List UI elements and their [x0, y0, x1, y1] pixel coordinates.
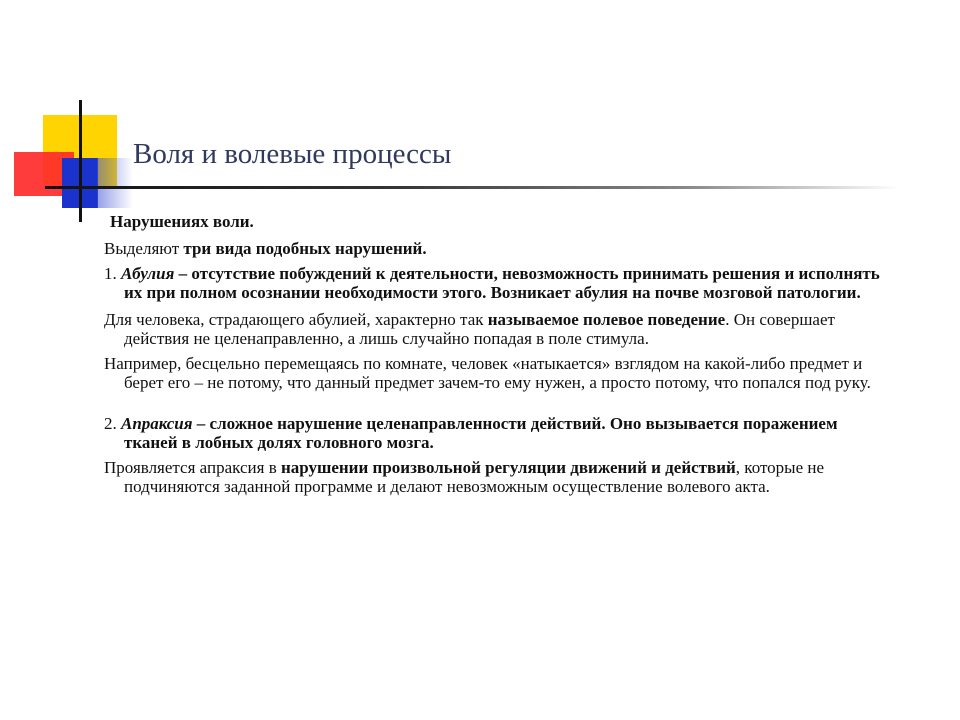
intro-bold: три вида подобных нарушений.	[183, 239, 427, 258]
abulia-definition: – отсутствие побуждений к деятельности, невозможность принимать решения и исполнять их при полном осознании необходимости этого. Возникает абулия на почве мозговой патологии.	[124, 264, 880, 302]
abulia-note-rest: . Он совершает действия не целенаправленно, а лишь случайно попадая в поле стимула.	[124, 310, 835, 348]
section-heading: Нарушениях воли.	[110, 212, 254, 231]
abulia-number: 1.	[104, 264, 121, 283]
apraxia-note-bold: нарушении произвольной регуляции движений и действий	[280, 458, 736, 477]
decor-vertical-line	[79, 100, 82, 222]
abulia-paragraph	[104, 264, 894, 302]
example-paragraph: Например, бесцельно перемещаясь по комнате, человек «натыкается» взглядом на какой-либо предмет и берет его – не потому, что данный предмет зачем-то ему нужен, а просто потому, что попался под руку.	[104, 354, 871, 392]
apraxia-definition: – сложное нарушение целенаправленности действий. Оно вызывается поражением тканей в лобных долях головного мозга.	[124, 414, 838, 452]
slide-title: Воля и волевые процессы	[133, 138, 452, 170]
apraxia-note-text: Проявляется апраксия в	[104, 458, 281, 477]
apraxia-note-paragraph	[104, 458, 894, 496]
intro-paragraph	[104, 239, 894, 258]
slide-body	[104, 212, 894, 496]
title-underline	[45, 186, 900, 189]
abulia-note-paragraph	[104, 310, 894, 348]
decor-blue-fade	[97, 158, 133, 208]
abulia-note-text: Для человека, страдающего абулией, характерно так	[104, 310, 488, 329]
apraxia-number: 2.	[104, 414, 121, 433]
apraxia-term: Апраксия	[121, 414, 193, 433]
apraxia-note-rest: , которые не подчиняются заданной программе и делают невозможным осуществление волевого акта.	[124, 458, 825, 496]
intro-text: Выделяют	[104, 239, 184, 258]
apraxia-paragraph	[104, 414, 894, 452]
abulia-note-bold: называемое полевое поведение	[487, 310, 726, 329]
abulia-term: Абулия	[121, 264, 175, 283]
